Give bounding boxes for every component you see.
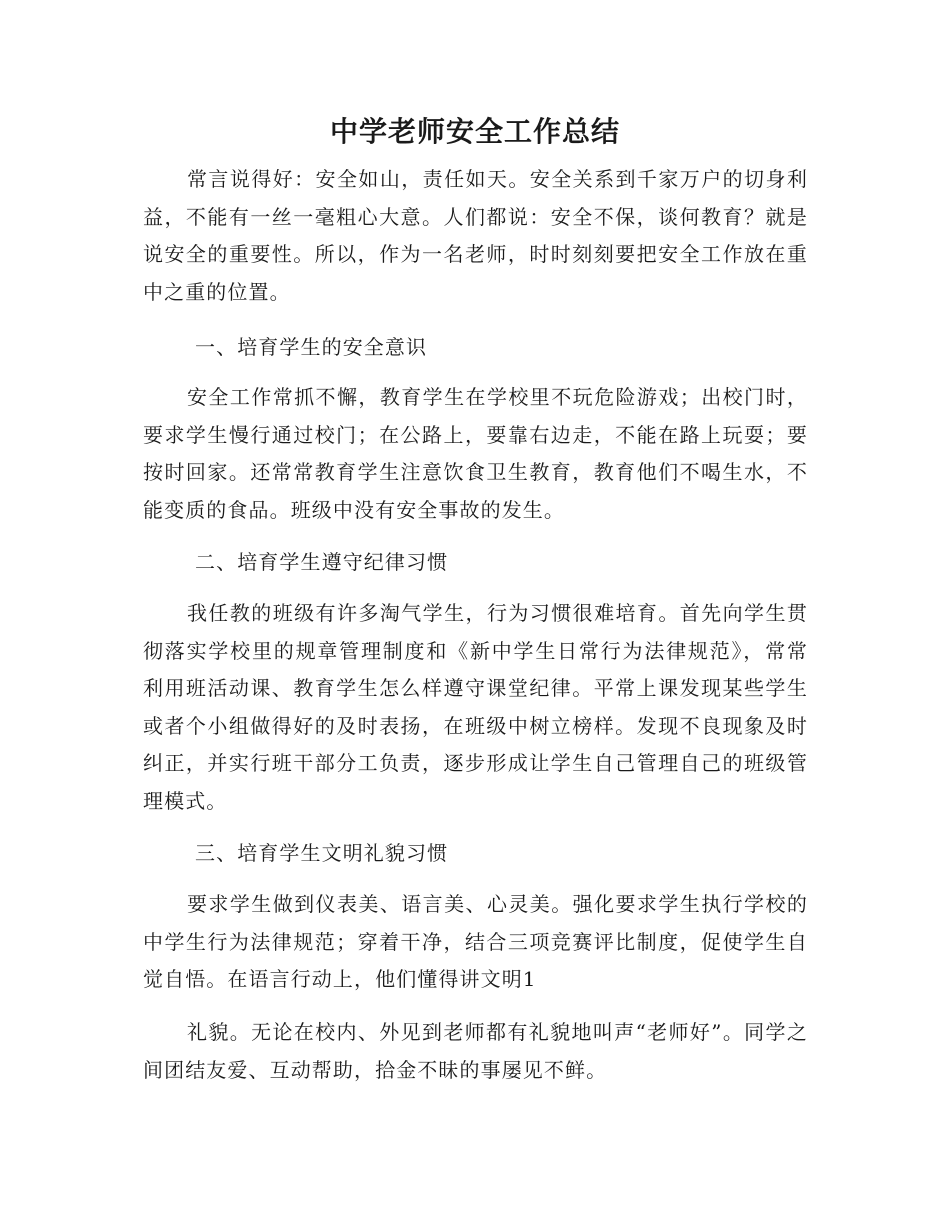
intro-paragraph: 常言说得好：安全如山，责任如天。安全关系到千家万户的切身利益，不能有一丝一毫粗心大意。人们都说：安全不保，谈何教育？就是说安全的重要性。所以，作为一名老师，时时刻刻要把安全工作放在重中之重的位置。 xyxy=(143,167,808,304)
section-heading-3: 三、培育学生文明礼貌习惯 xyxy=(195,841,449,865)
continuation-paragraph: 礼貌。无论在校内、外见到老师都有礼貌地叫声“老师好”。同学之间团结友爱、互动帮助，拾金不昧的事屡见不鲜。 xyxy=(143,1020,808,1082)
section-body-2: 我任教的班级有许多淘气学生，行为习惯很难培育。首先向学生贯彻落实学校里的规章管理制度和《新中学生日常行为法律规范》，常常利用班活动课、教育学生怎么样遵守课堂纪律。平常上课发现某些学生或者个小组做得好的及时表扬，在班级中树立榜样。发现不良现象及时纠正，并实行班干部分工负责，逐步形成让学生自己管理自己的班级管理模式。 xyxy=(143,601,808,813)
section-body-3: 要求学生做到仪表美、语言美、心灵美。强化要求学生执行学校的中学生行为法律规范；穿着干净，结合三项竞赛评比制度，促使学生自觉自悟。在语言行动上，他们懂得讲文明1 xyxy=(143,892,808,991)
document-title: 中学老师安全工作总结 xyxy=(329,115,620,148)
section-heading-2: 二、培育学生遵守纪律习惯 xyxy=(195,550,449,574)
section-heading-1: 一、培育学生的安全意识 xyxy=(195,335,428,359)
section-body-1: 安全工作常抓不懈，教育学生在学校里不玩危险游戏；出校门时，要求学生慢行通过校门；在公路上，要靠右边走，不能在路上玩耍；要按时回家。还常常教育学生注意饮食卫生教育，教育他们不喝生水，不能变质的食品。班级中没有安全事故的发生。 xyxy=(143,385,808,522)
